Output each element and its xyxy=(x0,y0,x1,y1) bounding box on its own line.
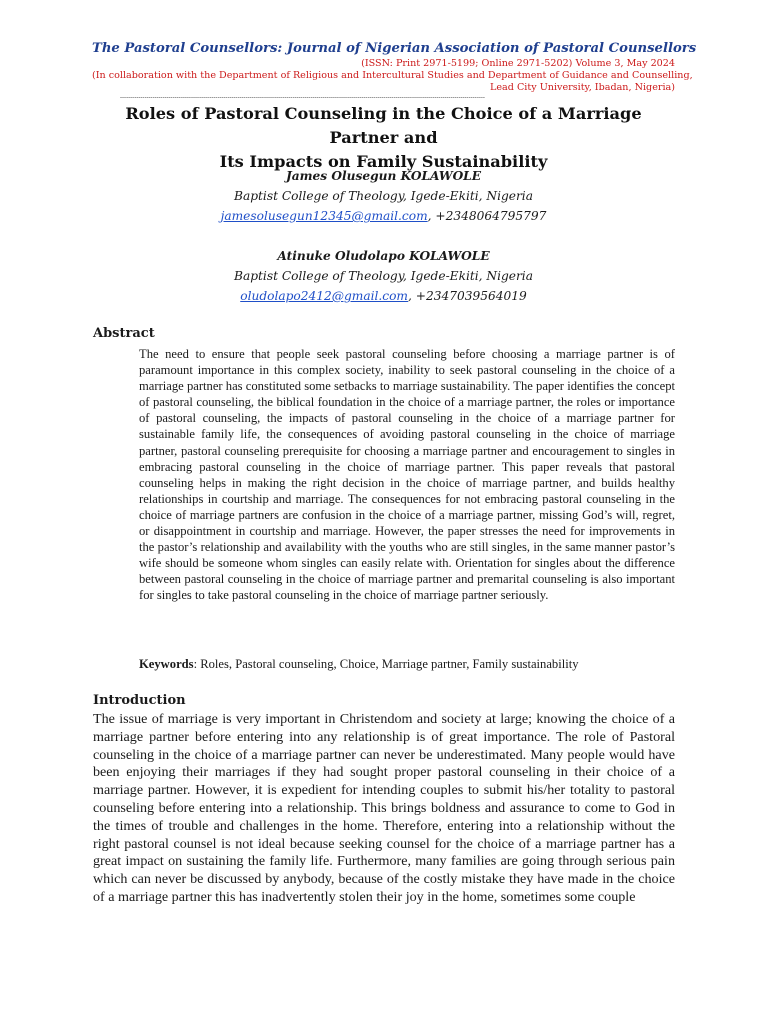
article-title-line-2: Its Impacts on Family Sustainability xyxy=(219,152,548,171)
author-2 xyxy=(92,246,675,306)
introduction-body: The issue of marriage is very important in Christendom and society at large; knowing the choice of a marriage partner before entering into any relationship is of great importance. The role of Pastoral counseling in the choice of a marriage partner can never be underestimated. Many people would have been enjoying their marriages if they had sought proper pastoral counseling in their choice of a marriage partner. However, it is expedient for intending couples to submit his/her totality to pastoral counseling before entering into a relationship. This brings boldness and assurance to come to God in the times of trouble and challenges in the home. Therefore, entering into a relationship without the right pastoral counsel is not ideal because seeking counsel for the choice of a marriage partner has a great impact on sustaining the family life. Furthermore, many families are going through serious pain which can never be discussed by anybody, because of the costly mistake they have made in the choice of a marriage partner this has inadvertently stolen their joy in the home, sometimes some couple xyxy=(93,711,675,905)
keywords-label: Keywords xyxy=(139,657,194,671)
author-email-link[interactable]: oludolapo2412@gmail.com xyxy=(240,289,408,303)
abstract-body: The need to ensure that people seek pastoral counseling before choosing a marriage partner is of paramount importance in this complex society, inability to seek pastoral counseling in the choice of a marriage partner has constituted some setbacks to marriage sustainability. The paper identifies the concept of pastoral counseling, the biblical foundation in the choice of a marriage partner, the roles or importance of pastoral counseling, the impacts of pastoral counseling in the choice of a marriage partner for sustainable family life, the consequences of avoiding pastoral counseling in the choice of marriage partner, pastoral counseling prerequisite for choosing a marriage partner and encouragement to singles in embracing pastoral counseling in the choice of marriage partner. This paper reveals that pastoral counseling helps in making the right decision in the choice of marriage partner, and builds healthy relationships in courtship and marriage. The consequences for not embracing pastoral counseling in the choice of marriage partners are confusion in the choice of a marriage partner, missing God’s will, regret, or disappointment in courtship and marriage. However, the paper stresses the need for improvements in the pastor’s relationship and availability with the youths who are still singles, in the same manner pastor’s wife should be someone whom singles can easily relate with. Orientation for singles about the difference between pastoral counseling in the choice of marriage partner and premarital counseling is also important for singles to take pastoral counseling in the choice of marriage partner seriously. xyxy=(139,347,675,603)
author-1 xyxy=(92,166,675,226)
author-contact xyxy=(92,206,675,226)
collaboration-line-2: Lead City University, Ibadan, Nigeria) xyxy=(490,82,675,93)
abstract-heading: Abstract xyxy=(93,326,155,341)
article-title xyxy=(92,102,675,174)
journal-title: The Pastoral Counsellors: Journal of Nigerian Association of Pastoral Counsellors xyxy=(92,41,697,56)
author-affiliation: Baptist College of Theology, Igede-Ekiti, Nigeria xyxy=(234,269,533,283)
journal-header xyxy=(92,40,697,102)
author-name: James Olusegun KOLAWOLE xyxy=(285,169,482,183)
author-phone: , +2348064795797 xyxy=(427,209,547,223)
keywords-line xyxy=(139,656,675,672)
author-phone: , +2347039564019 xyxy=(407,289,527,303)
article-title-line-1: Roles of Pastoral Counseling in the Choice of a Marriage Partner and xyxy=(125,104,642,147)
author-name: Atinuke Oludolapo KOLAWOLE xyxy=(277,249,490,263)
introduction-heading: Introduction xyxy=(93,693,186,708)
author-email-link[interactable]: jamesolusegun12345@gmail.com xyxy=(220,209,428,223)
author-affiliation: Baptist College of Theology, Igede-Ekiti, Nigeria xyxy=(234,189,533,203)
header-rule: ------------------------------------------------------------------------------------------------------------------------------------------------------------------------------------ xyxy=(120,94,485,101)
author-contact xyxy=(92,286,675,306)
issn-line: (ISSN: Print 2971-5199; Online 2971-5202) Volume 3, May 2024 xyxy=(361,58,675,69)
collaboration-line-1: (In collaboration with the Department of Religious and Intercultural Studies and Department of Guidance and Counselling, xyxy=(92,70,693,81)
keywords-list: : Roles, Pastoral counseling, Choice, Marriage partner, Family sustainability xyxy=(193,657,579,671)
